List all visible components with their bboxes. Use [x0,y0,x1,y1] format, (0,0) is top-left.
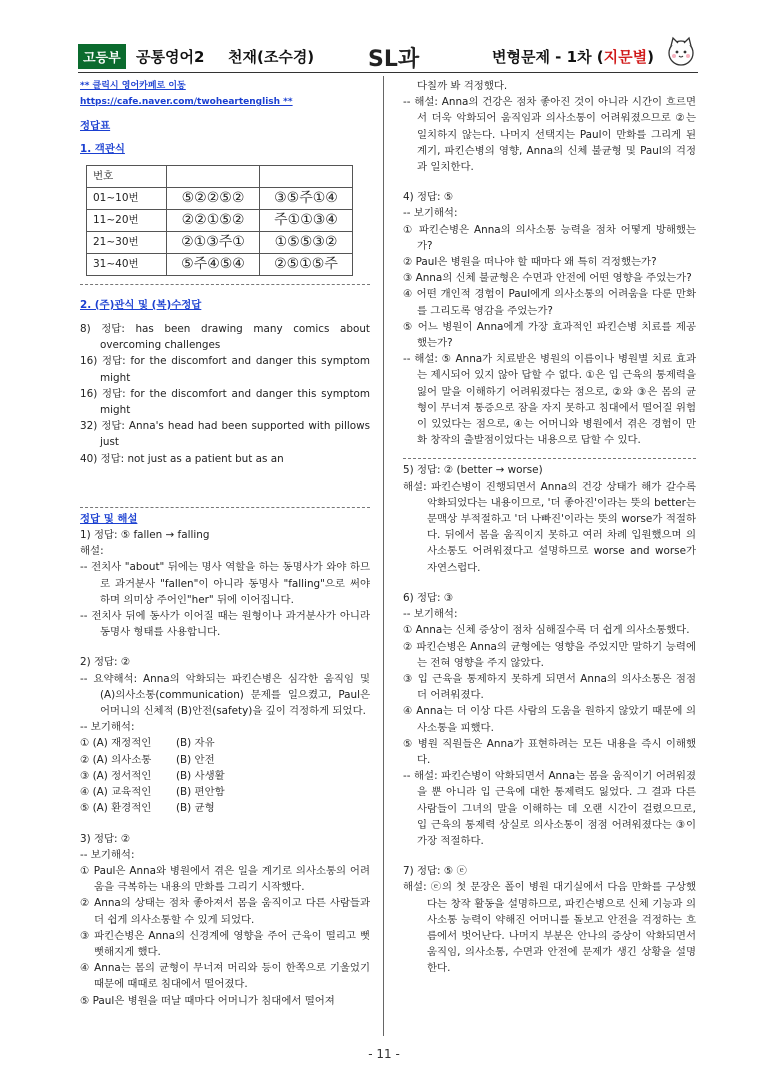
publisher: 천재(조수경) [228,48,315,66]
cat-mascot-icon [666,36,696,68]
lesson-title: SL과 [368,47,420,72]
page-number: - 11 - [368,1047,400,1061]
explanation-title: 정답 및 해설 [80,512,138,525]
list-item: 40) 정답: not just as a patient but as an [80,452,284,465]
list-item: ⑤ (A) 환경적인 (B) 균형 [80,802,215,815]
exam-type: 변형문제 - 1차 (지문별) [492,48,654,66]
table-header: 번호 [87,165,167,187]
list-item: 8) 정답: has been drawing many comics about overcoming challenges [80,323,370,352]
list-item: ④ 어떤 개인적 경험이 Paul에게 의사소통의 어려움을 다룬 만화를 그리도록 영감을 주었는가? [403,288,696,317]
table-row [87,165,353,187]
table-row: 21~30번 ②①③주① ①⑤⑤③② [87,231,353,253]
course-title: 공통영어2 [136,48,205,66]
table-row: 01~10번 ⑤②②⑤② ③⑤주①④ [87,187,353,209]
list-item: ② Anna의 상태는 점차 좋아져서 몸을 움직이고 다른 사람들과 더 쉽게 의사소통할 수 있게 되었다. [80,897,370,926]
list-item: ⑤ 어느 병원이 Anna에게 가장 효과적인 파킨슨병 치료를 제공했는가? [403,320,696,350]
list-item: ② (A) 의사소통 (B) 안전 [80,753,215,766]
subjective-section-title: 2. (주)관식 및 (복)수정답 [80,298,202,311]
q3-answer: 3) 정답: ② [80,832,131,845]
q7-answer: 7) 정답: ⑤ ⓔ [403,865,467,878]
list-item: 32) 정답: Anna's head had been supported with pillows just [80,420,370,449]
list-item: ④ (A) 교육적인 (B) 편안함 [80,786,225,799]
q6-answer: 6) 정답: ③ [403,591,454,604]
q5-answer: 5) 정답: ② (better → worse) [403,464,543,477]
list-item: ③ Anna의 신체 불균형은 수면과 안전에 어떤 영향을 주었는가? [403,272,692,285]
right-column: 다칠까 봐 걱정했다. -- 해설: Anna의 건강은 점차 좋아진 것이 아니라 시간이 흐르면서 더욱 악화되어 움직임과 의사소통이 어려워졌으므로 ②는 일치하지 않는다. 나머지 선택지는 Paul이 만화를 그리게 된 계기, 파킨슨병의 영향, Anna의 신체 불균형 및 Paul의 걱정과 일치한다. 4) 정답: ⑤ -- 보기해석: ① 파킨슨병은 Anna의 의사소통 능력을 점차 어떻게 방해했는가? ② Paul은 병원을 떠나야 할 때마다 왜 특히 걱정했는가? ③ Anna의 신체 불균형은 수면과 안전에 어떤 영향을 주었는가? ④ 어떤 개인적 경험이 Paul에게 의사소통의 어려움을 다룬 만화를 그리도록 영감을 주었는가? ⑤ 어느 병원이 Anna에게 가장 효과적인 파킨슨병 치료를 제공했는가? -- 해설: ⑤ Anna가 치료받은 병원의 이름이나 병원별 치료 효과는 제시되어 있지 않아 답할 수 없다. ①은 입 근육의 통제력을 잃어 말을 이해하기 어려워졌다는 점으로, ②와 ③은 몸의 균형이 무너져 통증으로 잠을 자지 못하고 침대에서 떨어질 위험이 있었다는 점으로, ④는 어머니와 병원에서 겪은 경험이 만화 창작의 출발점이었다는 내용으로 답할 수 있다. 5) 정답: ② (better → worse) 해설: 파킨슨병이 진행되면서 Anna의 건강 상태가 해가 갈수록 악화되었다는 내용이므로, '더 좋아진'이라는 뜻의 better는 문맥상 부적절하고 '더 나빠진'이라는 뜻의 worse가 적절하다. 뒤에서 몸을 움직이지 못하고 여러 차례 입원했으며 의사소통도 어려워졌다고 설명하므로 worse and worse가 자연스럽다. 6) 정답: ③ -- 보기해석: ① Anna는 신체 증상이 점차 심해질수록 더 쉽게 의사소통했다. ② 파킨슨병은 Anna의 균형에는 영향을 주었지만 말하기 능력에는 전혀 영향을 주지 않았다. ③ 입 근육을 통제하지 못하게 되면서 Anna의 의사소통은 점점 더 어려워졌다. ④ Anna는 더 이상 다른 사람의 도움을 원하지 않았기 때문에 의사소통을 피했다. ⑤ 병원 직원들은 Anna가 표현하려는 모든 내용을 즉시 이해했다. -- 해설: 파킨슨병이 악화되면서 Anna는 몸을 움직이기 어려워졌을 뿐 아니라 입 근육에 대한 통제력도 잃었다. 그 결과 다른 사람들이 그녀의 말을 이해하는 데 오랜 시간이 걸렸으므로, 입 근육의 통제력 상실로 의사소통이 점점 어려워졌다는 ③이 가장 적절하다. 7) 정답: ⑤ ⓔ 해설: ⓔ의 첫 문장은 폴이 병원 대기실에서 다음 만화를 구상했다는 창작 활동을 설명하므로, 파킨슨병으로 신체 기능과 의사소통 능력이 약해진 어머니를 돌보고 안전을 걱정하는 흐름에서 벗어난다. 나머지 부분은 안나의 증상이 악화되면서 움직임, 의사소통, 수면과 안전에 문제가 생긴 상황을 설명한다. [403,80,696,975]
q4-answer: 4) 정답: ⑤ [403,191,454,204]
left-column: ** 클릭시 영어카페로 이동 https://cafe.naver.com/twoheartenglish ** 정답표 1. 객관식 번호 01~10번 ⑤②②⑤② ③⑤주①④ 11~20번 ②②①⑤② 주①①③④ 21~30번 ②①③주① ①⑤⑤③② 31~40번 ⑤주④⑤④ ②⑤①⑤주 2. (주)관식 및 (복)수정답 8) 정답: has been drawing many comics about overcoming challenges 16) 정답: for the discomfort and danger this symptom might 16) 정답: for the discomfort and danger this symptom might 32) 정답: Anna's head had been supported with pillows just 40) 정답: not just as a patient but as an 정답 및 해설 1) 정답: ⑤ fallen → falling 해설: -- 전치사 "about" 뒤에는 명사 역할을 하는 동명사가 와야 하므로 과거분사 "fallen"이 아니라 동명사 "falling"으로 써야 하며 의미상 주어인"her" 뒤에 이어집니다. -- 전치사 뒤에 동사가 이어질 때는 원형이나 과거분사가 아니라 동명사 형태를 사용합니다. 2) 정답: ② -- 요약해석: Anna의 악화되는 파킨슨병은 심각한 움직임 및 (A)의사소통(communication) 문제를 일으켰고, Paul은 어머니의 신체적 (B)안전(safety)을 깊이 걱정하게 되었다. -- 보기해석: ① (A) 재정적인 (B) 자유 ② (A) 의사소통 (B) 안전 ③ (A) 정서적인 (B) 사생활 ④ (A) 교육적인 (B) 편안함 ⑤ (A) 환경적인 (B) 균형 3) 정답: ② -- 보기해석: ① Paul은 Anna와 병원에서 겪은 일을 계기로 의사소통의 어려움을 극복하는 내용의 만화를 그리기 시작했다. ② Anna의 상태는 점차 좋아져서 몸을 움직이고 다른 사람들과 더 쉽게 의사소통할 수 있게 되었다. ③ 파킨슨병은 Anna의 신경계에 영향을 주어 근육이 떨리고 뻣뻣해지게 했다. ④ Anna는 몸의 균형이 무너져 머리와 등이 한쪽으로 기울었기 때문에 때때로 침대에서 떨어졌다. ⑤ Paul은 병원을 떠날 때마다 어머니가 침대에서 떨어져 [80,78,370,1009]
list-item: ① 파킨슨병은 Anna의 의사소통 능력을 점차 어떻게 방해했는가? [403,223,696,252]
list-item: ② Paul은 병원을 떠나야 할 때마다 왜 특히 걱정했는가? [403,256,657,269]
mc-section-title: 1. 객관식 [80,142,125,155]
list-item: ③ 파킨슨병은 Anna의 신경계에 영향을 주어 근육이 떨리고 뻣뻣해지게 했다. [80,929,370,958]
list-item: ① Anna는 신체 증상이 점차 심해질수록 더 쉽게 의사소통했다. [403,624,690,637]
answer-table [86,165,353,276]
list-item: ④ Anna는 몸의 균형이 무너져 머리와 등이 한쪽으로 기울었기 때문에 때때로 침대에서 떨어졌다. [80,962,370,991]
table-row: 11~20번 ②②①⑤② 주①①③④ [87,209,353,231]
level-badge: 고등부 [78,44,126,69]
column-divider [383,76,384,1036]
table-row: 31~40번 ⑤주④⑤④ ②⑤①⑤주 [87,253,353,275]
answer-table-title: 정답표 [80,120,111,133]
list-item: ⑤ Paul은 병원을 떠날 때마다 어머니가 침대에서 떨어져 [80,994,335,1007]
q2-answer: 2) 정답: ② [80,656,131,669]
list-item: ④ Anna는 더 이상 다른 사람의 도움을 원하지 않았기 때문에 의사소통을 피했다. [403,705,696,734]
list-item: 16) 정답: for the discomfort and danger this symptom might [80,355,370,384]
list-item: ① Paul은 Anna와 병원에서 겪은 일을 계기로 의사소통의 어려움을 극복하는 내용의 만화를 그리기 시작했다. [80,864,370,894]
list-item: ③ 입 근육을 통제하지 못하게 되면서 Anna의 의사소통은 점점 더 어려워졌다. [403,672,696,702]
list-item: ③ (A) 정서적인 (B) 사생활 [80,769,225,782]
page-header [78,42,708,72]
list-item: 16) 정답: for the discomfort and danger this symptom might [80,387,370,417]
list-item: ② 파킨슨병은 Anna의 균형에는 영향을 주었지만 말하기 능력에는 전혀 영향을 주지 않았다. [403,640,696,669]
q1-answer: 1) 정답: ⑤ fallen → falling [80,529,210,542]
cafe-link[interactable]: ** 클릭시 영어카페로 이동 https://cafe.naver.com/twoheartenglish ** [80,81,293,108]
list-item: ⑤ 병원 직원들은 Anna가 표현하려는 모든 내용을 즉시 이해했다. [403,737,696,766]
list-item: ① (A) 재정적인 (B) 자유 [80,737,215,750]
header-rule [78,72,698,73]
